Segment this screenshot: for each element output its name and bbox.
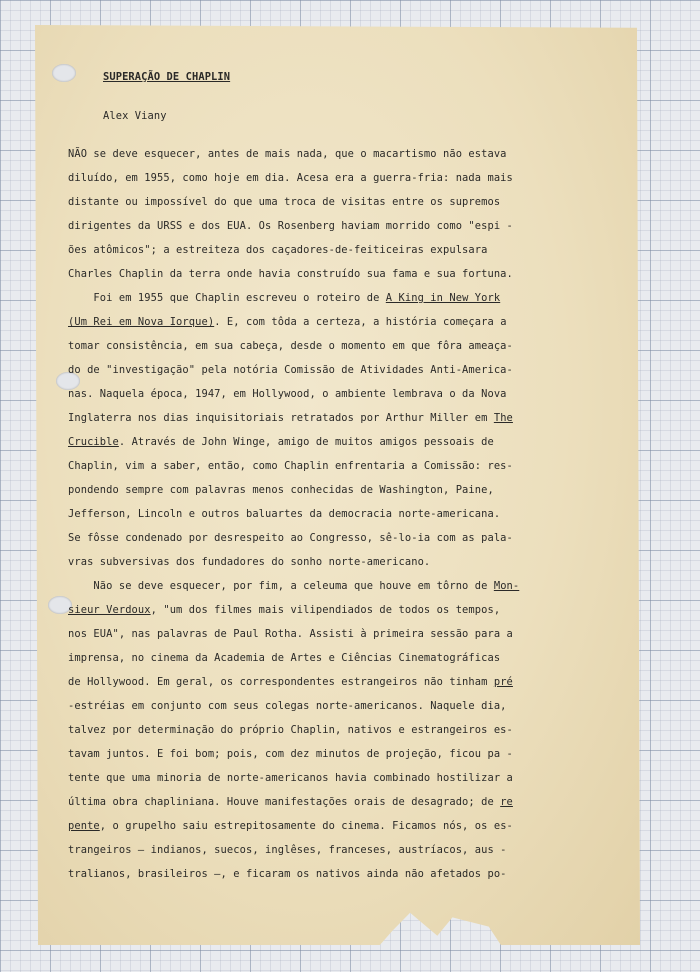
text-line	[68, 430, 616, 454]
text-segment: dirigentes da URSS e dos EUA. Os Rosenberg haviam morrido como "espi -	[68, 220, 513, 232]
underlined-title-text: pente	[68, 820, 100, 832]
text-segment: Inglaterra nos dias inquisitoriais retratados por Arthur Miller em	[68, 412, 494, 424]
text-line	[68, 478, 616, 502]
text-segment: diluído, em 1955, como hoje em dia. Acesa era a guerra-fria: nada mais	[68, 172, 513, 184]
text-line	[68, 358, 616, 382]
body-text	[68, 142, 616, 886]
text-line	[68, 502, 616, 526]
text-line	[68, 166, 616, 190]
underlined-title-text: re	[500, 796, 513, 808]
text-line	[68, 622, 616, 646]
text-line	[68, 550, 616, 574]
text-line	[68, 814, 616, 838]
text-segment: . Através de John Winge, amigo de muitos amigos pessoais de	[118, 436, 494, 448]
text-segment: . E, com tôda a certeza, a história começara a	[214, 316, 507, 328]
text-line	[68, 238, 616, 262]
text-segment: tralianos, brasileiros —, e ficaram os nativos ainda não afetados po-	[68, 868, 507, 880]
text-line	[68, 214, 616, 238]
text-segment: tente que uma minoria de norte-americanos havia combinado hostilizar a	[68, 772, 513, 784]
text-segment: -estréias em conjunto com seus colegas norte-americanos. Naquele dia,	[68, 700, 507, 712]
text-line	[68, 862, 616, 886]
text-line	[68, 598, 616, 622]
text-segment: nas. Naquela época, 1947, em Hollywood, o ambiente lembrava o da Nova	[68, 388, 507, 400]
underlined-title-text: sieur Verdoux	[68, 604, 151, 616]
text-line	[68, 142, 616, 166]
text-segment: última obra chapliniana. Houve manifestações orais de desagrado; de	[68, 796, 501, 808]
text-segment: do de "investigação" pela notória Comissão de Atividades Anti-America-	[68, 364, 513, 376]
text-line	[68, 574, 616, 598]
underlined-title-text: (Um Rei em Nova Iorque)	[68, 316, 215, 328]
text-segment: vras subversivas dos fundadores do sonho norte-americano.	[68, 556, 431, 568]
text-segment: , o grupelho saiu estrepitosamente do cinema. Ficamos nós, os es-	[99, 820, 513, 832]
text-segment: tavam juntos. E foi bom; pois, com dez minutos de projeção, ficou pa -	[68, 748, 513, 760]
text-segment: trangeiros — indianos, suecos, inglêses, franceses, austríacos, aus -	[68, 844, 507, 856]
text-segment: Charles Chaplin da terra onde havia construído sua fama e sua fortuna.	[68, 268, 513, 280]
text-line	[68, 190, 616, 214]
text-segment: NÃO se deve esquecer, antes de mais nada, que o macartismo não estava	[68, 148, 507, 160]
underlined-title-text: Crucible	[68, 436, 119, 448]
text-segment: talvez por determinação do próprio Chaplin, nativos e estrangeiros es-	[68, 724, 513, 736]
text-line	[68, 286, 616, 310]
text-line	[68, 334, 616, 358]
document-author: Alex Viany	[103, 110, 167, 122]
text-segment: de Hollywood. Em geral, os correspondentes estrangeiros não tinham	[68, 676, 494, 688]
text-segment: tomar consistência, em sua cabeça, desde o momento em que fôra ameaça-	[68, 340, 513, 352]
text-segment: pondendo sempre com palavras menos conhecidas de Washington, Paine,	[68, 484, 494, 496]
text-segment: ões atômicos"; a estreiteza dos caçadores-de-feiticeiras expulsara	[68, 244, 488, 256]
text-line	[68, 382, 616, 406]
text-line	[68, 694, 616, 718]
underlined-title-text: A King in New York	[385, 292, 501, 304]
text-line	[68, 526, 616, 550]
text-line	[68, 790, 616, 814]
underlined-title-text: The	[493, 412, 513, 424]
text-line	[68, 646, 616, 670]
text-line	[68, 718, 616, 742]
text-line	[68, 406, 616, 430]
text-segment: , "um dos filmes mais vilipendiados de todos os tempos,	[150, 604, 501, 616]
text-line	[68, 262, 616, 286]
text-segment: Se fôsse condenado por desrespeito ao Congresso, sê-lo-ia com as pala-	[68, 532, 513, 544]
text-segment: distante ou impossível do que uma troca de visitas entre os supremos	[68, 196, 501, 208]
text-segment: imprensa, no cinema da Academia de Artes e Ciências Cinematográficas	[68, 652, 501, 664]
document-title: SUPERAÇÃO DE CHAPLIN	[103, 71, 231, 83]
text-line	[68, 310, 616, 334]
underlined-title-text: pré	[493, 676, 513, 688]
text-segment: Chaplin, vim a saber, então, como Chaplin enfrentaria a Comissão: res-	[68, 460, 513, 472]
text-segment: Não se deve esquecer, por fim, a celeuma que houve em tôrno de	[68, 580, 494, 592]
text-line	[68, 670, 616, 694]
text-line	[68, 742, 616, 766]
text-segment: Jefferson, Lincoln e outros baluartes da democracia norte-americana.	[68, 508, 501, 520]
underlined-title-text: Mon-	[493, 580, 520, 592]
text-line	[68, 454, 616, 478]
text-line	[68, 766, 616, 790]
text-segment: Foi em 1955 que Chaplin escreveu o roteiro de	[68, 292, 386, 304]
text-line	[68, 838, 616, 862]
typed-text	[68, 66, 616, 886]
text-segment: nos EUA", nas palavras de Paul Rotha. Assisti à primeira sessão para a	[68, 628, 513, 640]
